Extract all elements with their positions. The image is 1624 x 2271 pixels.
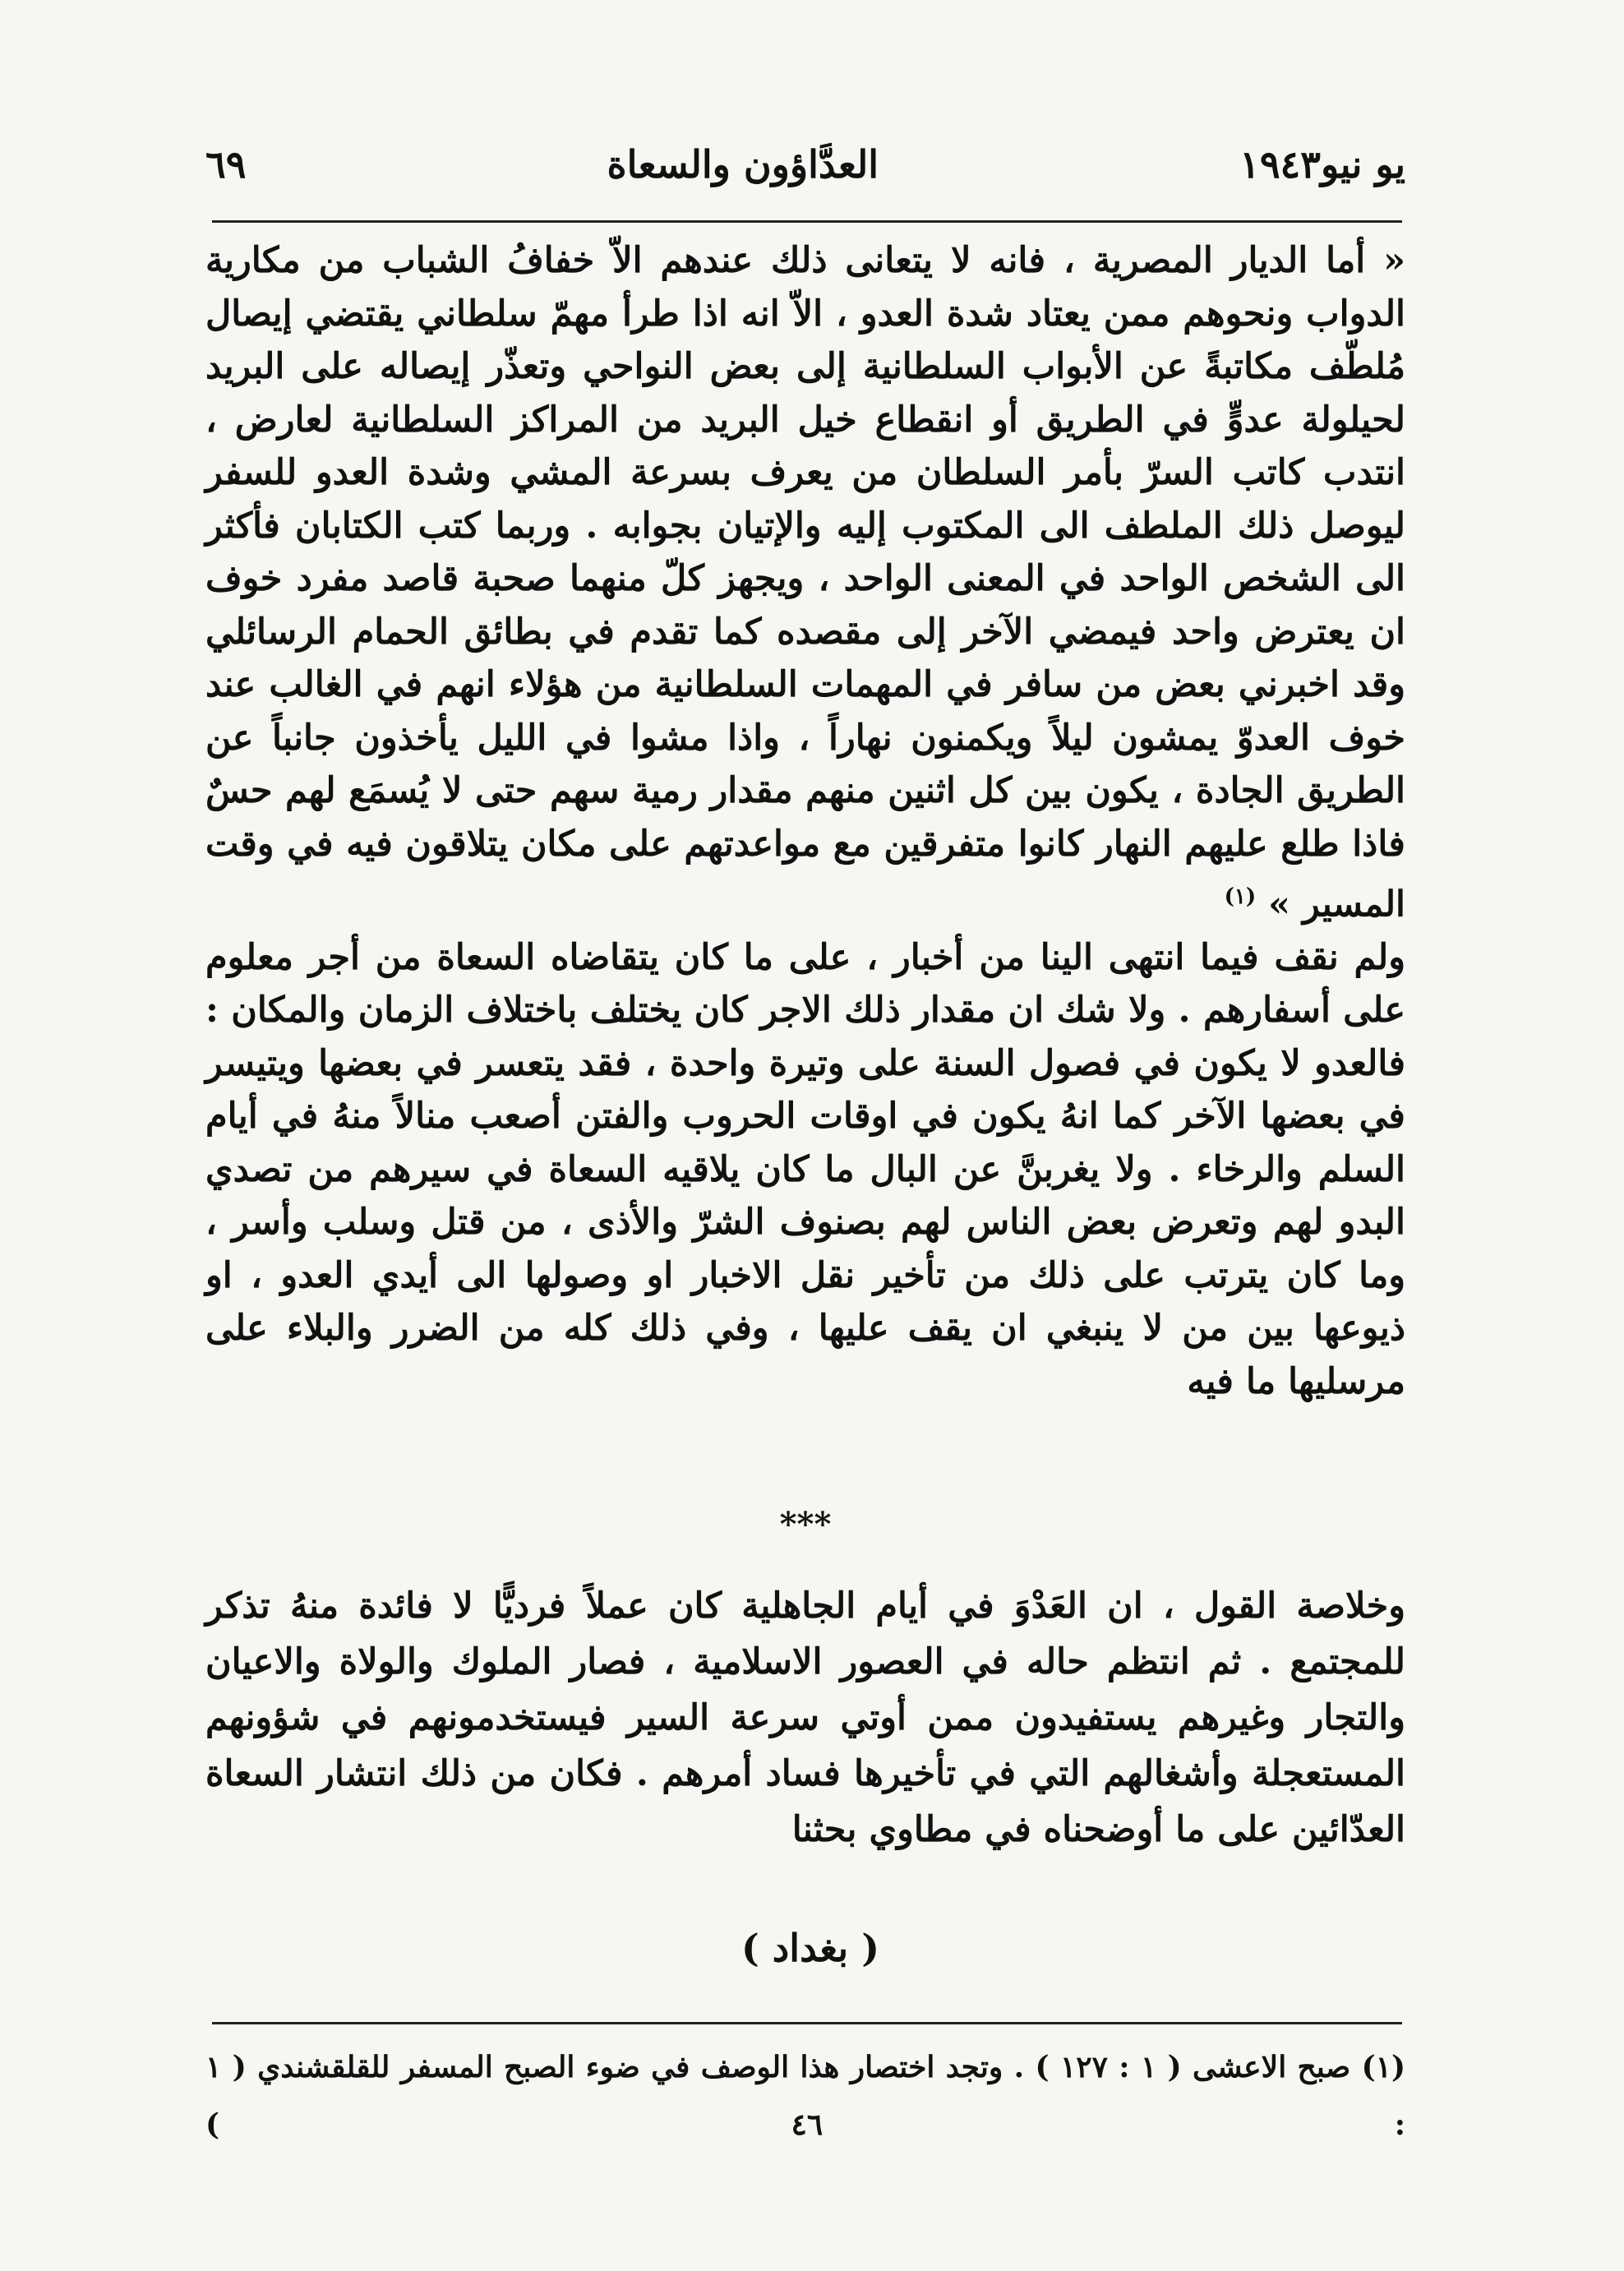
quote-paragraph bbox=[205, 234, 1405, 931]
running-header bbox=[205, 132, 1405, 197]
page-number: ٦٩ bbox=[205, 142, 247, 187]
footnote-rule bbox=[212, 2022, 1402, 2024]
place-signature bbox=[205, 1915, 1405, 1981]
header-title: العدَّاؤون والسعاة bbox=[607, 142, 879, 187]
conclusion-paragraph: وخلاصة القول ، ان العَدْوَ في أيام الجاهلية كان عملاً فرديًّا لا فائدة منهُ تذكر للمجتمع . ثم انتظم حاله في العصور الاسلامية ، فصار الملوك والولاة والاعيان والتجار وغيرهم يستفيدون ممن أوتي سرعة السير فيستخدمونهم في شؤونهم المستعجلة وأشغالهم التي في تأخيرها فساد أمرهم . فكان من ذلك انتشار السعاة العدّائين على ما أوضحناه في مطاوي بحثنا bbox=[205, 1586, 1405, 1850]
header-rule bbox=[212, 220, 1402, 223]
footnote-reference: (١) bbox=[1224, 884, 1257, 909]
conclusion-text bbox=[205, 1578, 1405, 1858]
main-text bbox=[205, 234, 1405, 1408]
place-name: ( بغداد ) bbox=[741, 1926, 879, 1970]
quote-paragraph-text: « أما الديار المصرية ، فانه لا يتعانى ذلك عندهم الاّ خفافُ الشباب من مكارية الدواب ونحوهم ممن يعتاد شدة العدو ، الاّ انه اذا طرأ مهمّ سلطاني يقتضي إيصال مُلطّف مكاتبةً عن الأبواب السلطانية إلى بعض النواحي وتعذّر إيصاله على البريد لحيلولة عدوٍّ في الطريق أو انقطاع خيل البريد من المراكز السلطانية لعارض ، انتدب كاتب السرّ بأمر السلطان من يعرف بسرعة المشي وشدة العدو للسفر ليوصل ذلك الملطف الى المكتوب إليه والإتيان بجوابه . وربما كتب الكتابان فأكثر الى الشخص الواحد في المعنى الواحد ، ويجهز كلّ منهما صحبة قاصد مفرد خوف ان يعترض واحد فيمضي الآخر إلى مقصده كما تقدم في بطائق الحمام الرسائلي وقد اخبرني بعض من سافر في المهمات السلطانية من هؤلاء انهم في الغالب عند خوف العدوّ يمشون ليلاً ويكمنون نهاراً ، واذا مشوا في الليل يأخذون جانباً عن الطريق الجادة ، يكون بين كل اثنين منهم مقدار رمية سهم حتى لا يُسمَع لهم حسٌ فاذا طلع عليهم النهار كانوا متفرقين مع مواعدتهم على مكان يتلاقون فيه في وقت المسير » bbox=[205, 240, 1405, 925]
section-separator: *** bbox=[779, 1505, 832, 1544]
footnote: (١) صبح الاعشى ( ١ : ١٢٧ ) . وتجد اختصار هذا الوصف في ضوء الصبح المسفر للقلقشندي ( ١ : ٤٦ ) bbox=[205, 2050, 1405, 2142]
paragraph-2: ولم نقف فيما انتهى الينا من أخبار ، على ما كان يتقاضاه السعاة من أجر معلوم على أسفارهم . ولا شك ان مقدار ذلك الاجر كان يختلف باختلاف الزمان والمكان : فالعدو لا يكون في فصول السنة على وتيرة واحدة ، فقد يتعسر في بعضها ويتيسر في بعضها الآخر كما انهُ يكون في اوقات الحروب والفتن أصعب منالاً منهُ في أيام السلم والرخاء . ولا يغربنَّ عن البال ما كان يلاقيه السعاة في سيرهم من تصدي البدو لهم وتعرض بعض الناس لهم بصنوف الشرّ والأذى ، من قتل وسلب وأسر ، وما كان يترتب على ذلك من تأخير نقل الاخبار او وصولها الى أيدي العدو ، او ذيوعها بين من لا ينبغي ان يقف عليها ، وفي ذلك كله من الضرر والبلاء على مرسليها ما فيه bbox=[205, 936, 1405, 1402]
header-date: يو نيو١٩٤٣ bbox=[1239, 142, 1405, 187]
